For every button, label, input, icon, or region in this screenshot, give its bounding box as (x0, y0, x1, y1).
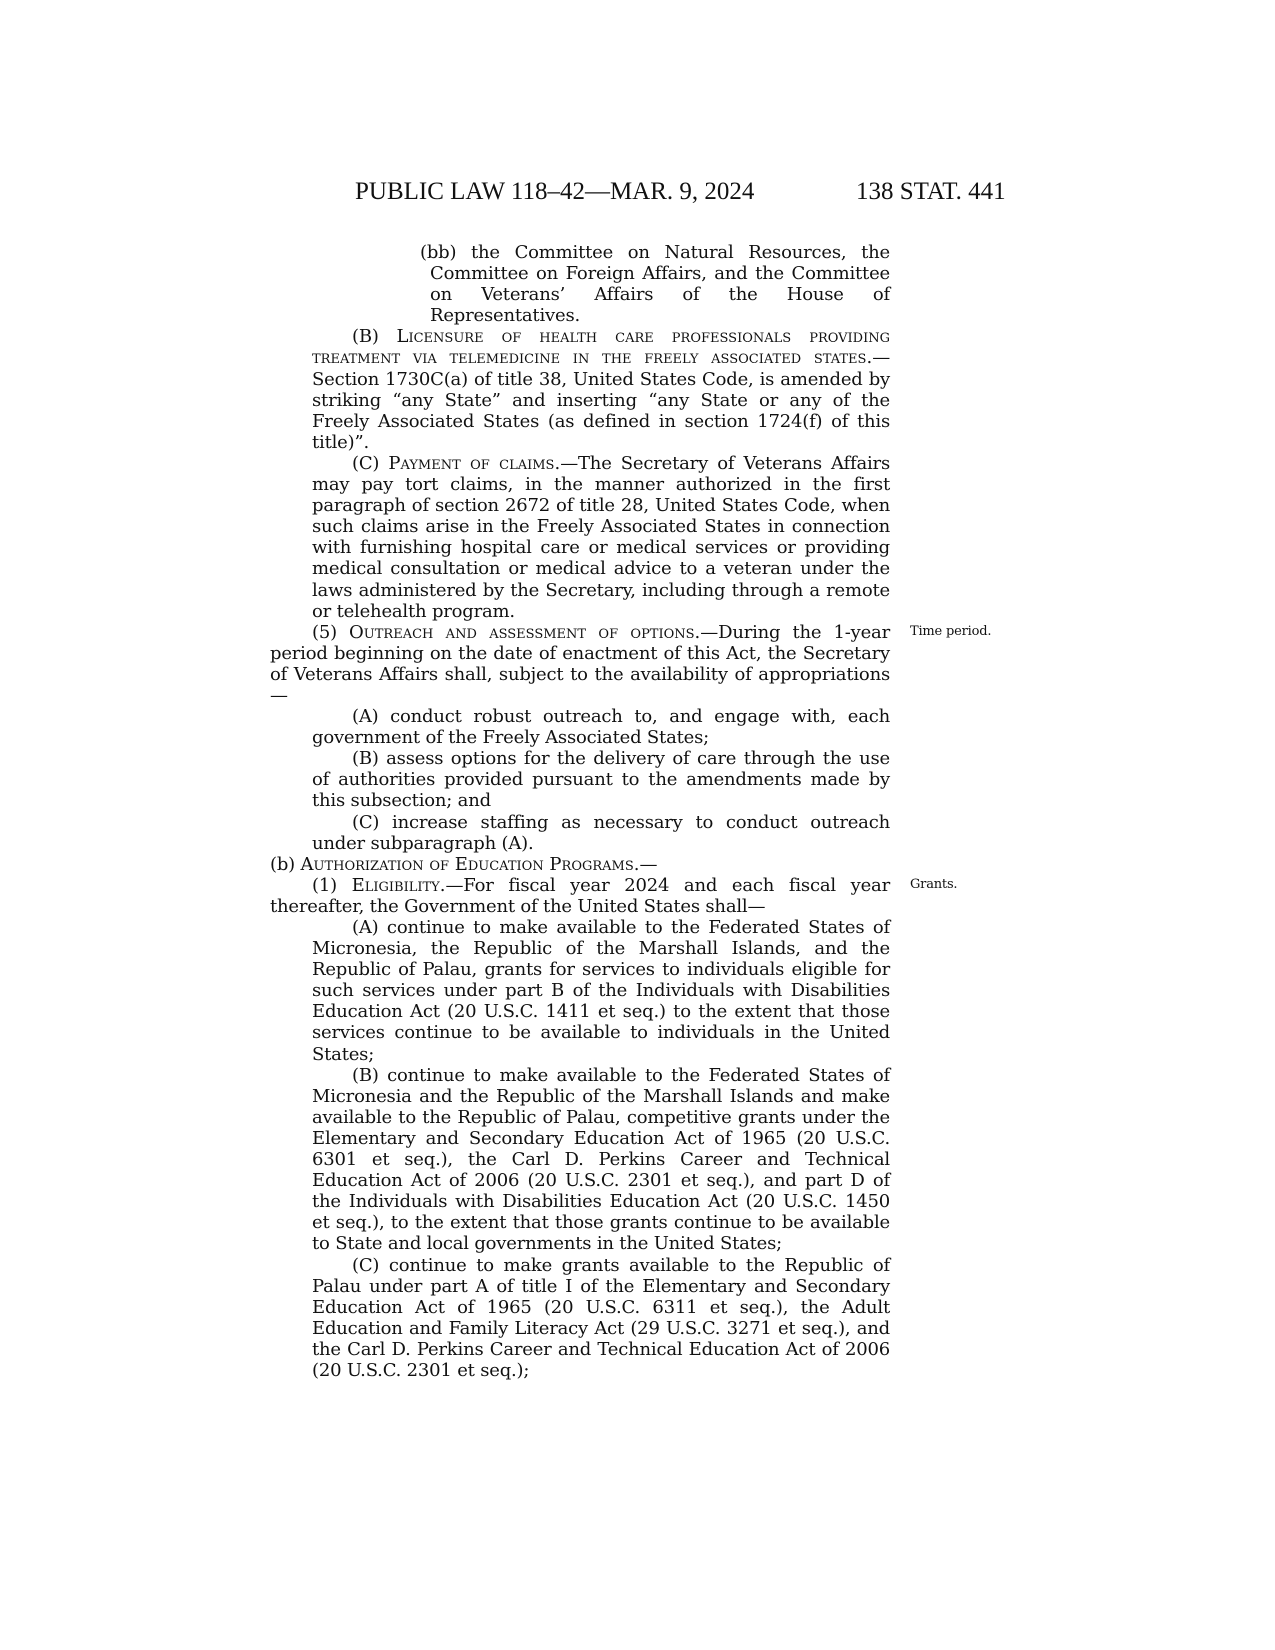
paragraph-1-item-c (270, 1255, 890, 1382)
subclause-bb-text: (bb) the Committee on Natural Resources, the Committee on Foreign Affairs, and the Committee on Veterans’ Affairs of the House of Representatives. (420, 242, 890, 327)
paragraph-5-item-c-text: (C) increase staffing as necessary to conduct outreach under subparagraph (A). (312, 811, 890, 854)
subsection-b-lead: (b) (270, 853, 301, 875)
paragraph-5-item-b-text: (B) assess options for the delivery of care through the use of authorities provided pursuant to the amendments made by this subsection; and (312, 748, 890, 812)
paragraph-5-lead: (5) (312, 621, 350, 643)
running-header (0, 178, 1275, 218)
paragraph-1-text: —For fiscal year 2024 and each fiscal year thereafter, the Government of the United States shall— (270, 874, 890, 917)
subparagraph-c-lead: (C) (352, 452, 389, 474)
paragraph-5-item-a-text: (A) conduct robust outreach to, and engage with, each government of the Freely Associated States; (312, 706, 890, 749)
subparagraph-c-text: —The Secretary of Veterans Affairs may pay tort claims, in the manner authorized in the first paragraph of section 2672 of title 28, United States Code, when such claims arise in the Freely Associated States in connection with furnishing hospital care or medical services or providing medical consultation or medical advice to a veteran under the laws administered by the Secretary, including through a remote or telehealth program. (312, 452, 890, 622)
subparagraph-b-lead: (B) (352, 326, 397, 348)
paragraph-5-item-c (270, 812, 890, 854)
subparagraph-b-heading: Licensure of health care professionals providing treatment via telemedicine in the freely associated states. (312, 326, 890, 369)
margin-note-time-period: Time period. (910, 623, 992, 639)
subparagraph-b-text: —Section 1730C(a) of title 38, United States Code, is amended by striking “any State” and inserting “any State or any of the Freely Associated States (as defined in section 1724(f) of this title)”. (312, 347, 890, 453)
document-body (270, 242, 992, 1381)
header-title: PUBLIC LAW 118–42—MAR. 9, 2024 (355, 178, 755, 205)
header-page-number: 138 STAT. 441 (856, 178, 1006, 205)
paragraph-1-item-b-text: (B) continue to make available to the Federated States of Micronesia and the Republic of the Marshall Islands and make available to the Republic of Palau, competitive grants under the Elementary and Secondary Education Act of 1965 (20 U.S.C. 6301 et seq.), the Carl D. Perkins Career and Technical Education Act of 2006 (20 U.S.C. 2301 et seq.), and part D of the Individuals with Disabilities Education Act (20 U.S.C. 1450 et seq.), to the extent that those grants continue to be available to State and local governments in the United States; (312, 1064, 890, 1255)
paragraph-5-heading: Outreach and assessment of options. (349, 621, 701, 643)
paragraph-1-item-a (270, 917, 890, 1065)
margin-note-grants: Grants. (910, 876, 958, 892)
subparagraph-c-payment (270, 453, 890, 622)
subparagraph-b-licensure (270, 326, 890, 453)
subsection-b-heading: Authorization of Education Programs. (300, 853, 640, 875)
subclause-bb (270, 242, 890, 326)
paragraph-5-item-b (270, 748, 890, 811)
subsection-b-heading-line (270, 854, 890, 875)
paragraph-1-item-c-text: (C) continue to make grants available to the Republic of Palau under part A of title I of the Elementary and Secondary Education Act of 1965 (20 U.S.C. 6311 et seq.), the Adult Education and Family Literacy Act (29 U.S.C. 3271 et seq.), and the Carl D. Perkins Career and Technical Education Act of 2006 (20 U.S.C. 2301 et seq.); (312, 1254, 890, 1381)
paragraph-5-item-a (270, 706, 890, 748)
subsection-b-dash: — (639, 853, 658, 875)
paragraph-1-eligibility (270, 874, 958, 917)
paragraph-1-item-a-text: (A) continue to make available to the Federated States of Micronesia, the Republic of the Marshall Islands, and the Republic of Palau, grants for services to individuals eligible for such services under part B of the Individuals with Disabilities Education Act (20 U.S.C. 1411 et seq.) to the extent that those services continue to be available to individuals in the United States; (312, 917, 890, 1065)
subparagraph-c-heading: Payment of claims. (388, 452, 561, 474)
paragraph-1-heading: Eligibility. (351, 874, 446, 896)
paragraph-5-outreach (270, 621, 992, 706)
paragraph-1-lead: (1) (312, 874, 352, 896)
paragraph-1-item-b (270, 1065, 890, 1255)
paragraph-5-text: —During the 1-year period beginning on the date of enactment of this Act, the Secretary of Veterans Affairs shall, subject to the availability of appropriations— (270, 621, 890, 706)
